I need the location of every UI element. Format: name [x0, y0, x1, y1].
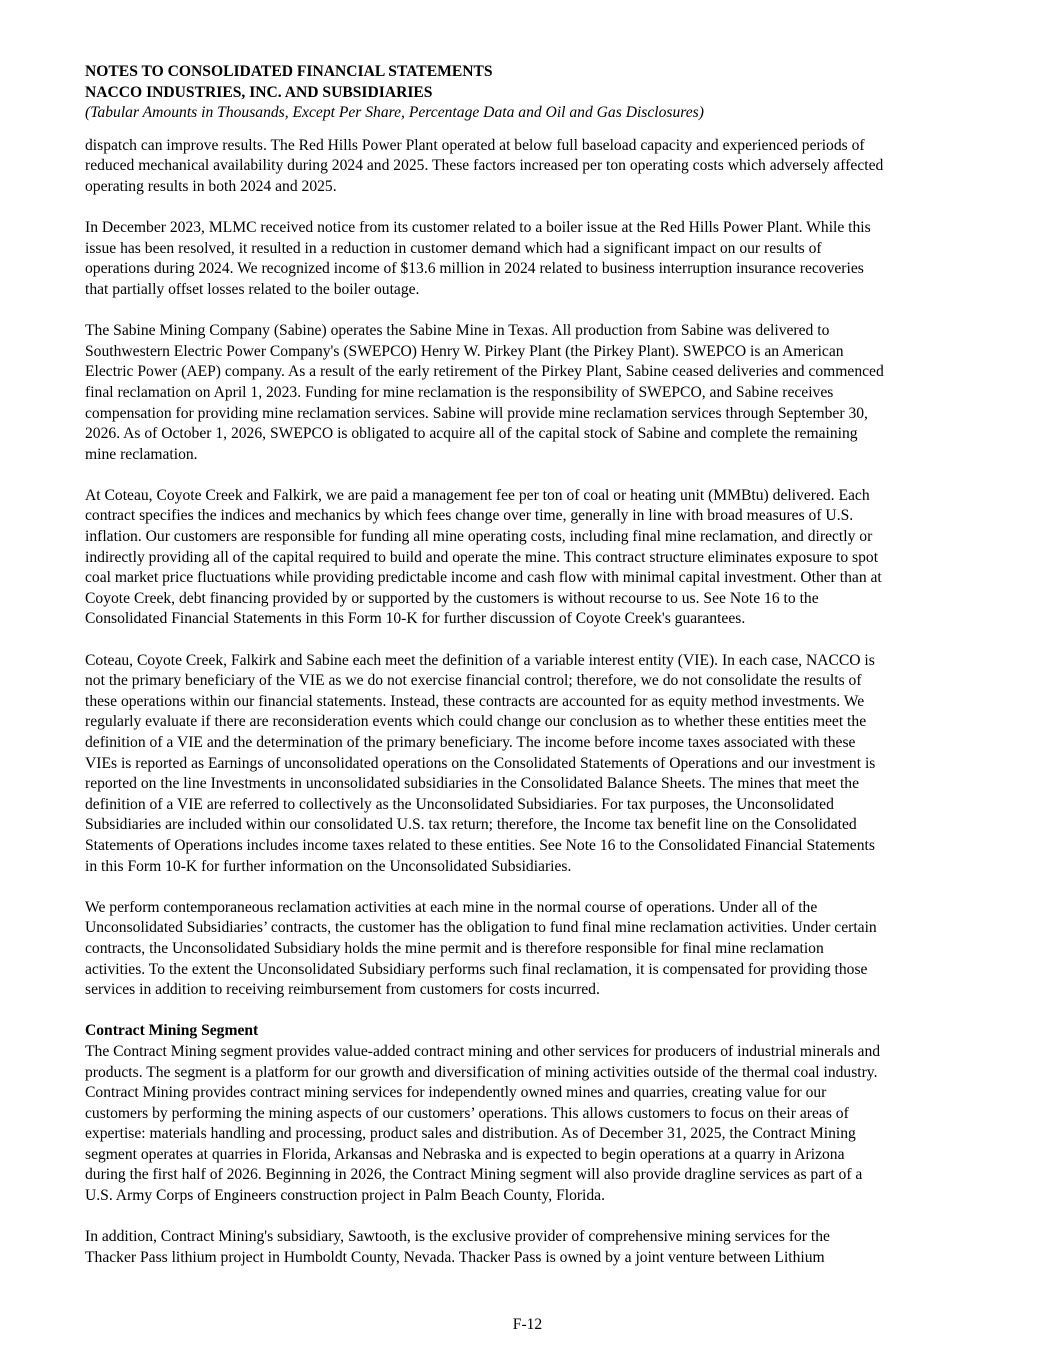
text-line: final reclamation on April 1, 2023. Funding for mine reclamation is the responsibility of SWEPCO, and Sabine receives: [85, 383, 834, 401]
text-line: dispatch can improve results. The Red Hills Power Plant operated at below full baseload capacity and experienced periods of: [85, 136, 865, 154]
text-line: contracts, the Unconsolidated Subsidiary holds the mine permit and is therefore responsible for final mine reclamation: [85, 939, 824, 957]
text-line: segment operates at quarries in Florida, Arkansas and Nebraska and is expected to begin operations at a quarry in Arizona: [85, 1145, 845, 1163]
paragraph: [85, 218, 985, 300]
paragraph: [85, 136, 985, 198]
text-line: Coteau, Coyote Creek, Falkirk and Sabine each meet the definition of a variable interest entity (VIE). In each case, NACCO is: [85, 651, 875, 669]
text-line: in this Form 10-K for further information on the Unconsolidated Subsidiaries.: [85, 857, 572, 875]
text-line: contract specifies the indices and mechanics by which fees change over time, generally in line with broad measures of U.S.: [85, 507, 854, 525]
text-line: activities. To the extent the Unconsolidated Subsidiary performs such final reclamation, it is compensated for providing those: [85, 960, 868, 978]
text-line: Coyote Creek, debt financing provided by or supported by the customers is without recourse to us. See Note 16 to the: [85, 589, 819, 607]
text-line: not the primary beneficiary of the VIE as we do not exercise financial control; therefore, we do not consolidate the results of: [85, 672, 862, 690]
text-line: Electric Power (AEP) company. As a result of the early retirement of the Pirkey Plant, Sabine ceased deliveries and commenced: [85, 363, 884, 381]
paragraph: [85, 1021, 985, 1206]
text-line: VIEs is reported as Earnings of unconsolidated operations on the Consolidated Statements of Operations and our investment is: [85, 754, 876, 772]
text-line: definition of a VIE are referred to collectively as the Unconsolidated Subsidiaries. For tax purposes, the Unconsolidated: [85, 795, 834, 813]
document-page: [85, 62, 985, 1289]
text-line: during the first half of 2026. Beginning in 2026, the Contract Mining segment will also provide dragline services as part of a: [85, 1166, 863, 1184]
header-subtitle: (Tabular Amounts in Thousands, Except Per Share, Percentage Data and Oil and Gas Disclosures): [85, 104, 704, 122]
paragraph: [85, 486, 985, 630]
text-line: Statements of Operations includes income taxes related to these entities. See Note 16 to the Consolidated Financial Statements: [85, 836, 875, 854]
text-line: indirectly providing all of the capital required to build and operate the mine. This contract structure eliminates exposure to spot: [85, 548, 879, 566]
text-line: Thacker Pass lithium project in Humboldt County, Nevada. Thacker Pass is owned by a joint venture between Lithium: [85, 1248, 825, 1266]
text-line: customers by performing the mining aspects of our customers’ operations. This allows customers to focus on their areas of: [85, 1104, 849, 1122]
text-line: The Sabine Mining Company (Sabine) operates the Sabine Mine in Texas. All production from Sabine was delivered to: [85, 322, 830, 340]
text-line: The Contract Mining segment provides value-added contract mining and other services for producers of industrial minerals and: [85, 1042, 881, 1060]
text-line: At Coteau, Coyote Creek and Falkirk, we are paid a management fee per ton of coal or heating unit (MMBtu) delivered. Each: [85, 486, 870, 504]
page-number: F-12: [512, 1316, 543, 1333]
text-line: coal market price fluctuations while providing predictable income and cash flow with minimal capital investment. Other than at: [85, 569, 882, 587]
text-line: operating results in both 2024 and 2025.: [85, 177, 337, 195]
text-line: operations during 2024. We recognized income of $13.6 million in 2024 related to business interruption insurance recoveries: [85, 260, 864, 278]
text-line: regularly evaluate if there are reconsideration events which could change our conclusion as to whether these entities meet the: [85, 713, 867, 731]
text-line: Contract Mining provides contract mining services for independently owned mines and quarries, creating value for our: [85, 1084, 827, 1102]
text-line: 2026. As of October 1, 2026, SWEPCO is obligated to acquire all of the capital stock of Sabine and complete the remaining: [85, 425, 858, 443]
text-line: these operations within our financial statements. Instead, these contracts are accounted for as equity method investments. We: [85, 692, 865, 710]
text-line: that partially offset losses related to the boiler outage.: [85, 280, 420, 298]
text-line: Unconsolidated Subsidiaries’ contracts, the customer has the obligation to fund final mine reclamation activities. Under certain: [85, 919, 877, 937]
text-line: issue has been resolved, it resulted in a reduction in customer demand which had a significant impact on our results of: [85, 239, 822, 257]
text-line: expertise: materials handling and processing, product sales and distribution. As of December 31, 2025, the Contract Mining: [85, 1125, 856, 1143]
text-line: services in addition to receiving reimbursement from customers for costs incurred.: [85, 981, 600, 999]
text-line: In December 2023, MLMC received notice from its customer related to a boiler issue at the Red Hills Power Plant. While this: [85, 219, 871, 237]
header-title: NOTES TO CONSOLIDATED FINANCIAL STATEMENTS: [85, 63, 493, 80]
text-line: reduced mechanical availability during 2024 and 2025. These factors increased per ton operating costs which adversely affected: [85, 157, 884, 175]
page-header: [85, 62, 985, 124]
document-body: [85, 136, 985, 1269]
text-line: U.S. Army Corps of Engineers construction project in Palm Beach County, Florida.: [85, 1187, 606, 1205]
header-company: NACCO INDUSTRIES, INC. AND SUBSIDIARIES: [85, 83, 433, 101]
text-line: inflation. Our customers are responsible for funding all mine operating costs, including final mine reclamation, and directly or: [85, 528, 873, 546]
text-line: reported on the line Investments in unconsolidated subsidiaries in the Consolidated Balance Sheets. The mines that meet the: [85, 775, 860, 793]
paragraph: [85, 321, 985, 465]
paragraph: [85, 898, 985, 1001]
text-line: mine reclamation.: [85, 445, 198, 463]
text-line: products. The segment is a platform for our growth and diversification of mining activities outside of the thermal coal industry.: [85, 1063, 878, 1081]
paragraph: [85, 651, 985, 878]
text-line: In addition, Contract Mining's subsidiary, Sawtooth, is the exclusive provider of comprehensive mining services for the: [85, 1228, 830, 1246]
text-line: definition of a VIE and the determination of the primary beneficiary. The income before income taxes associated with these: [85, 734, 856, 751]
text-line: Subsidiaries are included within our consolidated U.S. tax return; therefore, the Income tax benefit line on the Consolidated: [85, 816, 857, 834]
paragraph: [85, 1227, 985, 1268]
text-line: Consolidated Financial Statements in this Form 10-K for further discussion of Coyote Creek's guarantees.: [85, 610, 746, 628]
section-heading: Contract Mining Segment: [85, 1022, 259, 1040]
text-line: We perform contemporaneous reclamation activities at each mine in the normal course of operations. Under all of the: [85, 898, 818, 916]
text-line: Southwestern Electric Power Company's (SWEPCO) Henry W. Pirkey Plant (the Pirkey Plant). SWEPCO is an American: [85, 342, 844, 360]
text-line: compensation for providing mine reclamation services. Sabine will provide mine reclamation services through September 30,: [85, 404, 868, 422]
